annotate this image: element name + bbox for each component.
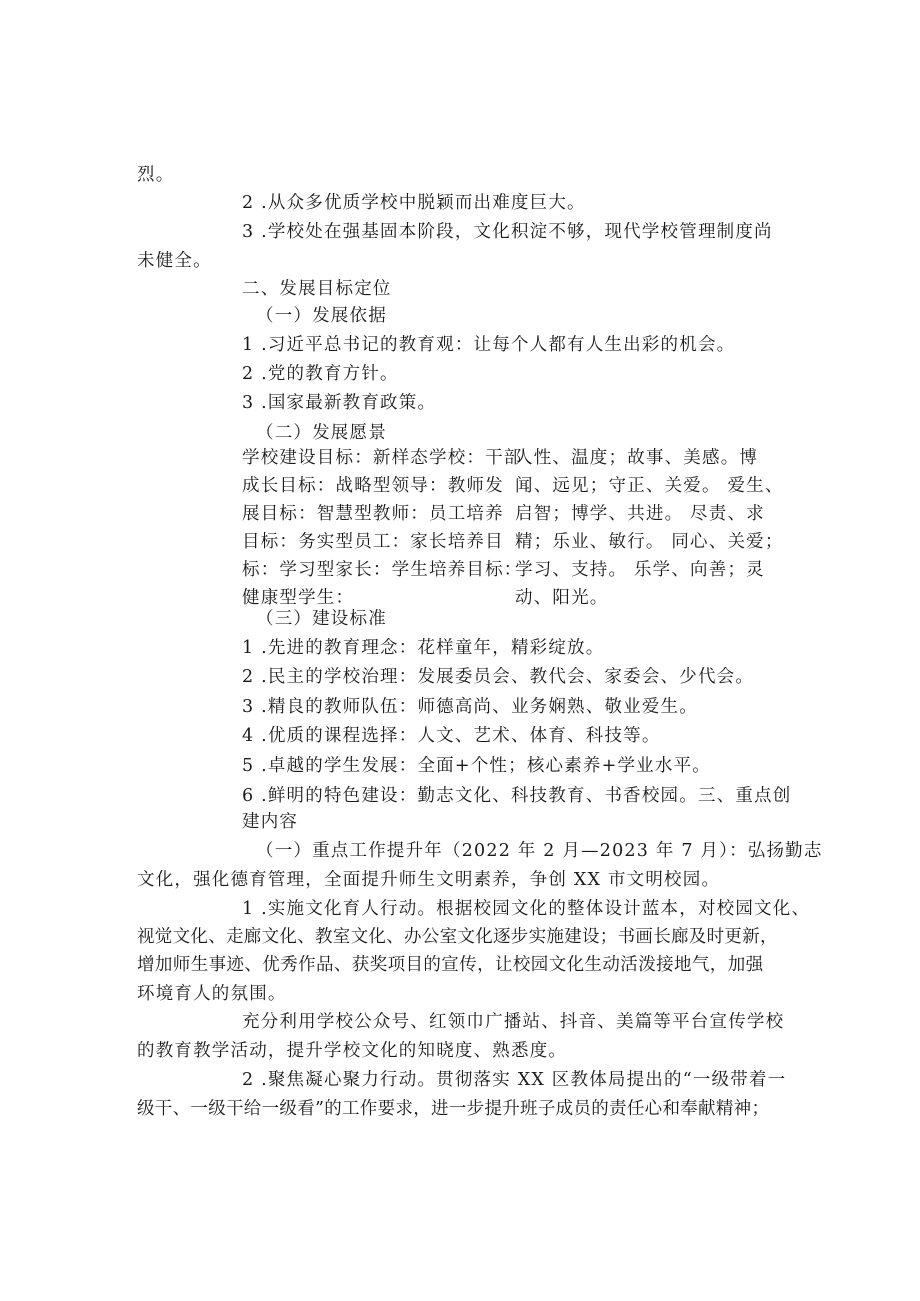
text-line: 环境育人的氛围。 <box>137 984 287 1004</box>
text-line: 的教育教学活动，提升学校文化的知晓度、熟悉度。 <box>137 1041 568 1061</box>
subsection-heading: （二）发展愿景 <box>256 423 387 443</box>
text-line: 未健全。 <box>137 251 212 271</box>
subsection-heading: （一）重点工作提升年（2022 年 2 月—2023 年 7 月）：弘扬勤志 <box>256 841 823 861</box>
text-line: 视觉文化、走廊文化、教室文化、办公室文化逐步实施建设；书画长廊及时更新， <box>137 927 778 947</box>
text-line: 1 .习近平总书记的教育观：让每个人都有人生出彩的机会。 <box>242 335 736 355</box>
text-line: 6 .鲜明的特色建设：勤志文化、科技教育、书香校园。三、重点创 <box>242 786 792 806</box>
text-line: 3 .精良的教师队伍：师德高尚、业务娴熟、敬业爱生。 <box>242 697 698 717</box>
text-line: 2 .聚焦凝心聚力行动。贯彻落实 XX 区教体局提出的“一级带着一 <box>242 1070 787 1090</box>
vision-goal-line: 目标：务实型员工：家长培养目 <box>242 532 504 552</box>
vision-value-line: 闻、远见；守正、关爱。 爱生、 <box>515 476 784 496</box>
text-line: 文化，强化德育管理，全面提升师生文明素养，争创 XX 市文明校园。 <box>137 870 721 890</box>
vision-goal-line: 成长目标：战略型领导：教师发 <box>242 476 504 496</box>
text-line: 1 .实施文化育人行动。根据校园文化的整体设计蓝本，对校园文化、 <box>242 899 811 919</box>
text-line: 充分利用学校公众号、红领巾广播站、抖音、美篇等平台宣传学校 <box>242 1012 785 1032</box>
text-line: 4 .优质的课程选择：人文、艺术、体育、科技等。 <box>242 726 661 746</box>
vision-goal-line: 健康型学生： <box>242 588 355 608</box>
section-heading: 二、发展目标定位 <box>242 279 392 299</box>
text-line: 2 .从众多优质学校中脱颖而出难度巨大。 <box>242 193 586 213</box>
text-line: 增加师生事迹、优秀作品、获奖项目的宣传，让校园文化生动活泼接地气，加强 <box>137 955 764 975</box>
vision-value-line: 启智；博学、共进。 尽责、求 <box>515 504 765 524</box>
vision-goal-line: 学校建设目标：新样态学校：干部 <box>242 448 523 468</box>
text-line: 烈。 <box>137 165 175 185</box>
text-line: 1 .先进的教育理念：花样童年，精彩绽放。 <box>242 638 605 658</box>
vision-value-line: 学习、支持。 乐学、向善；灵 <box>515 560 765 580</box>
subsection-heading: （一）发展依据 <box>256 306 387 326</box>
text-line: 3 .国家最新教育政策。 <box>242 393 437 413</box>
vision-value-line: 精；乐业、敏行。 同心、关爱； <box>515 532 784 552</box>
text-line: 5 .卓越的学生发展：全面+个性；核心素养+学业水平。 <box>242 756 711 776</box>
text-line: 2 .党的教育方针。 <box>242 364 399 384</box>
text-line: 2 .民主的学校治理：发展委员会、教代会、家委会、少代会。 <box>242 667 755 687</box>
vision-value-line: 人性、温度；故事、美感。博 <box>515 448 759 468</box>
subsection-heading: （三）建设标准 <box>256 609 387 629</box>
text-line: 建内容 <box>242 812 299 832</box>
text-line: 级干、一级干给一级看”的工作要求，进一步提升班子成员的责任心和奉献精神； <box>137 1099 770 1119</box>
text-line: 3 .学校处在强基固本阶段，文化积淀不够，现代学校管理制度尚 <box>242 222 773 242</box>
vision-goal-line: 展目标：智慧型教师：员工培养 <box>242 504 504 524</box>
vision-value-line: 动、阳光。 <box>515 588 609 608</box>
vision-goal-line: 标：学习型家长：学生培养目标： <box>242 560 523 580</box>
